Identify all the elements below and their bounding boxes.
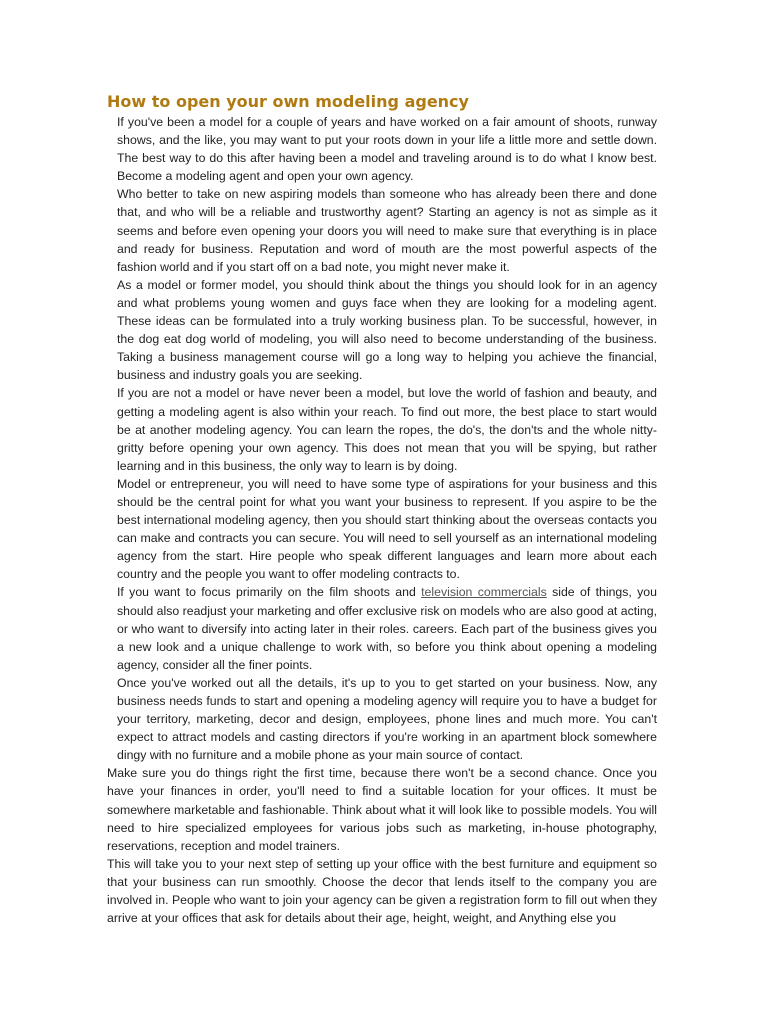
- paragraph-6: [107, 583, 657, 673]
- paragraph-7: Once you've worked out all the details, it's up to you to get started on your business. Now, any business needs funds to start and opening a modeling agency will require you to have a budget for your territory, marketing, decor and design, employees, phone lines and much more. You can't expect to attract models and casting directors if you're working in an apartment block somewhere dingy with no furniture and a mobile phone as your main source of contact.: [117, 675, 657, 763]
- paragraph-4: If you are not a model or have never been a model, but love the world of fashion and beauty, and getting a modeling agent is also within your reach. To find out more, the best place to start would be at another modeling agency. You can learn the ropes, the do's, the don'ts and the whole nitty-gritty before opening your own agency. This does not mean that you will be spying, but rather learning and in this business, the only way to learn is by doing.: [117, 386, 657, 473]
- article-title: How to open your own modeling agency: [107, 92, 469, 111]
- television-commercials-link[interactable]: television commercials: [421, 585, 547, 600]
- paragraph-6-text-before: If you want to focus primarily on the film shoots and: [117, 585, 422, 600]
- paragraph-8: Make sure you do things right the first time, because there won't be a second chance. Once you have your finances in order, you'll need to find a suitable location for your offices. It must be somewhere marketable and fashionable. Think about what it will look like to possible models. You will need to hire specialized employees for various jobs such as marketing, in-house photography, reservations, reception and model trainers.: [107, 766, 657, 853]
- paragraph-1: If you've been a model for a couple of years and have worked on a fair amount of shoots, runway shows, and the like, you may want to put your roots down in your life a little more and settle down. The best way to do this after having been a model and traveling around is to do what I know best. Become a modeling agent and open your own agency.: [117, 115, 657, 184]
- paragraph-5: Model or entrepreneur, you will need to have some type of aspirations for your business and this should be the central point for what you want your business to represent. If you aspire to be the best international modeling agency, then you should start thinking about the overseas contacts you can make and contracts you can secure. You will need to sell yourself as an international modeling agency from the start. Hire people who speak different languages and learn more about each country and the people you want to offer modeling contracts to.: [117, 476, 657, 582]
- paragraph-2: Who better to take on new aspiring models than someone who has already been there and done that, and who will be a reliable and trustworthy agent? Starting an agency is not as simple as it seems and before even opening your doors you will need to make sure that everything is in place and ready for business. Reputation and word of mouth are the most powerful aspects of the fashion world and if you start off on a bad note, you might never make it.: [117, 187, 657, 274]
- paragraph-3: As a model or former model, you should think about the things you should look for in an agency and what problems young women and guys face when they are looking for a modeling agent. These ideas can be formulated into a truly working business plan. To be successful, however, in the dog eat dog world of modeling, you will also need to become understanding of the business. Taking a business management course will go a long way to helping you achieve the financial, business and industry goals you are seeking.: [117, 277, 657, 383]
- paragraph-6-text-after: side of things, you should also readjust your marketing and offer exclusive risk on models who are also good at acting, or who want to diversify into acting later in their roles. careers. Each part of the business gives you a new look and a unique challenge to work with, so before you think about opening a modeling agency, consider all the finer points.: [117, 585, 657, 672]
- paragraph-9: This will take you to your next step of setting up your office with the best furniture and equipment so that your business can run smoothly. Choose the decor that lends itself to the company you are involved in. People who want to join your agency can be given a registration form to fill out when they arrive at your offices that ask for details about their age, height, weight, and Anything else you: [107, 856, 657, 926]
- article-body: [107, 92, 657, 927]
